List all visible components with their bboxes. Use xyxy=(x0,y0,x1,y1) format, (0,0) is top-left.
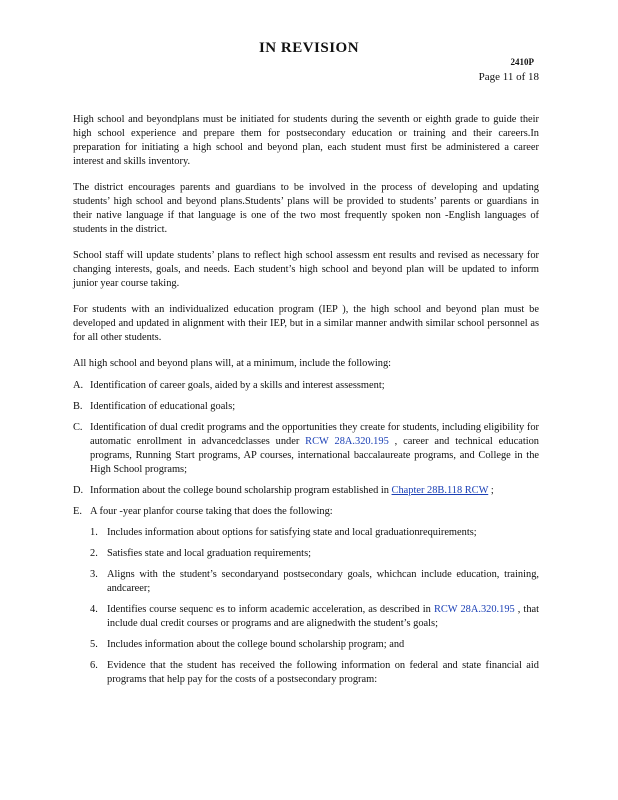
list-item xyxy=(73,379,539,393)
list-item-text: Information about the college bound scholarship program established in xyxy=(90,485,392,496)
sublist-marker: 6. xyxy=(90,660,98,671)
sublist-item-text: Identifies course sequenc es to inform academic acceleration, as described in xyxy=(107,604,434,615)
list-marker: C. xyxy=(73,422,83,433)
sublist-item-text: Includes information about the college bound scholarship program; and xyxy=(107,639,405,650)
paragraph-parent-involvement: The district encourages parents and guardians to be involved in the process of developing and updating students’ high school and beyond plans.Students’ plans will be provided to students’ parents or guardians in their native language if that language is one of the two most frequently spoken non -English languages of students in the district. xyxy=(73,182,539,235)
list-item xyxy=(73,400,539,414)
sublist-item xyxy=(90,659,539,687)
list-item-text: , career and technical education programs, Running Start programs, AP courses, international baccalaureate programs, and College in the High School programs; xyxy=(90,436,539,475)
list-item xyxy=(73,421,539,477)
rcw-link[interactable]: RCW 28A.320.195 xyxy=(433,604,515,615)
list-item-text: ; xyxy=(488,485,494,496)
sublist-marker: 2. xyxy=(90,548,98,559)
sublist-item-text: Satisfies state and local graduation requirements; xyxy=(107,548,311,559)
course-plan-sublist xyxy=(90,526,539,687)
sublist-marker: 1. xyxy=(90,527,98,538)
chapter-link[interactable]: Chapter 28B.118 RCW xyxy=(391,485,489,496)
sublist-marker: 3. xyxy=(90,569,98,580)
list-marker: D. xyxy=(73,485,84,496)
document-title: IN REVISION xyxy=(258,40,360,56)
list-item xyxy=(73,505,539,687)
paragraph-plan-minimums: All high school and beyond plans will, at a minimum, include the following: xyxy=(73,358,392,369)
sublist-item xyxy=(90,603,539,631)
paragraph-plan-initiation: High school and beyondplans must be initiated for students during the seventh or eighth grade to guide their high school experience and prepare them for postsecondary education or training and their careers.In preparation for initiating a high school and beyond plan, each student must first be administered a career interest and skills inventory. xyxy=(73,114,539,167)
sublist-item xyxy=(90,638,539,652)
policy-number: 2410P xyxy=(510,57,534,67)
list-item-text: Identification of educational goals; xyxy=(90,401,236,412)
sublist-item xyxy=(90,568,539,596)
sublist-item xyxy=(90,547,539,561)
sublist-item-text: , that include dual credit courses or programs and are alignedwith the student’s goals; xyxy=(107,604,540,629)
list-marker: E. xyxy=(73,506,82,517)
sublist-item-text: Includes information about options for satisfying state and local graduationrequirements; xyxy=(107,527,477,538)
list-marker: B. xyxy=(73,401,83,412)
sublist-marker: 4. xyxy=(90,604,98,615)
list-item-text: A four -year planfor course taking that does the following: xyxy=(90,506,333,517)
document-body xyxy=(73,113,539,694)
sublist-item-text: Aligns with the student’s secondaryand postsecondary goals, whichcan include education, training, andcareer; xyxy=(107,569,539,594)
paragraph-iep-students: For students with an individualized education program (IEP ), the high school and beyond plan must be developed and updated in alignment with their IEP, but in a similar manner andwith similar school personnel as for all other students. xyxy=(73,304,539,343)
sublist-item-text: Evidence that the student has received the following information on federal and state financial aid programs that help pay for the costs of a postsecondary program: xyxy=(107,660,539,685)
list-item-text: Identification of career goals, aided by a skills and interest assessment; xyxy=(90,380,385,391)
list-item xyxy=(73,484,539,498)
page-number: Page 11 of 18 xyxy=(478,71,539,83)
sublist-item xyxy=(90,526,539,540)
paragraph-plan-updates: School staff will update students’ plans to reflect high school assessm ent results and revised as necessary for changing interests, goals, and needs. Each student’s high school and beyond plan will be updated to inform junior year course taking. xyxy=(73,250,539,289)
rcw-link[interactable]: RCW 28A.320.195 xyxy=(305,436,389,447)
list-item-text: Identification of dual credit programs and the opportunities they create for students, including eligibility for automatic enrollment in advancedclasses under xyxy=(90,422,539,447)
list-marker: A. xyxy=(73,380,84,391)
requirements-list xyxy=(73,379,539,687)
sublist-marker: 5. xyxy=(90,639,98,650)
